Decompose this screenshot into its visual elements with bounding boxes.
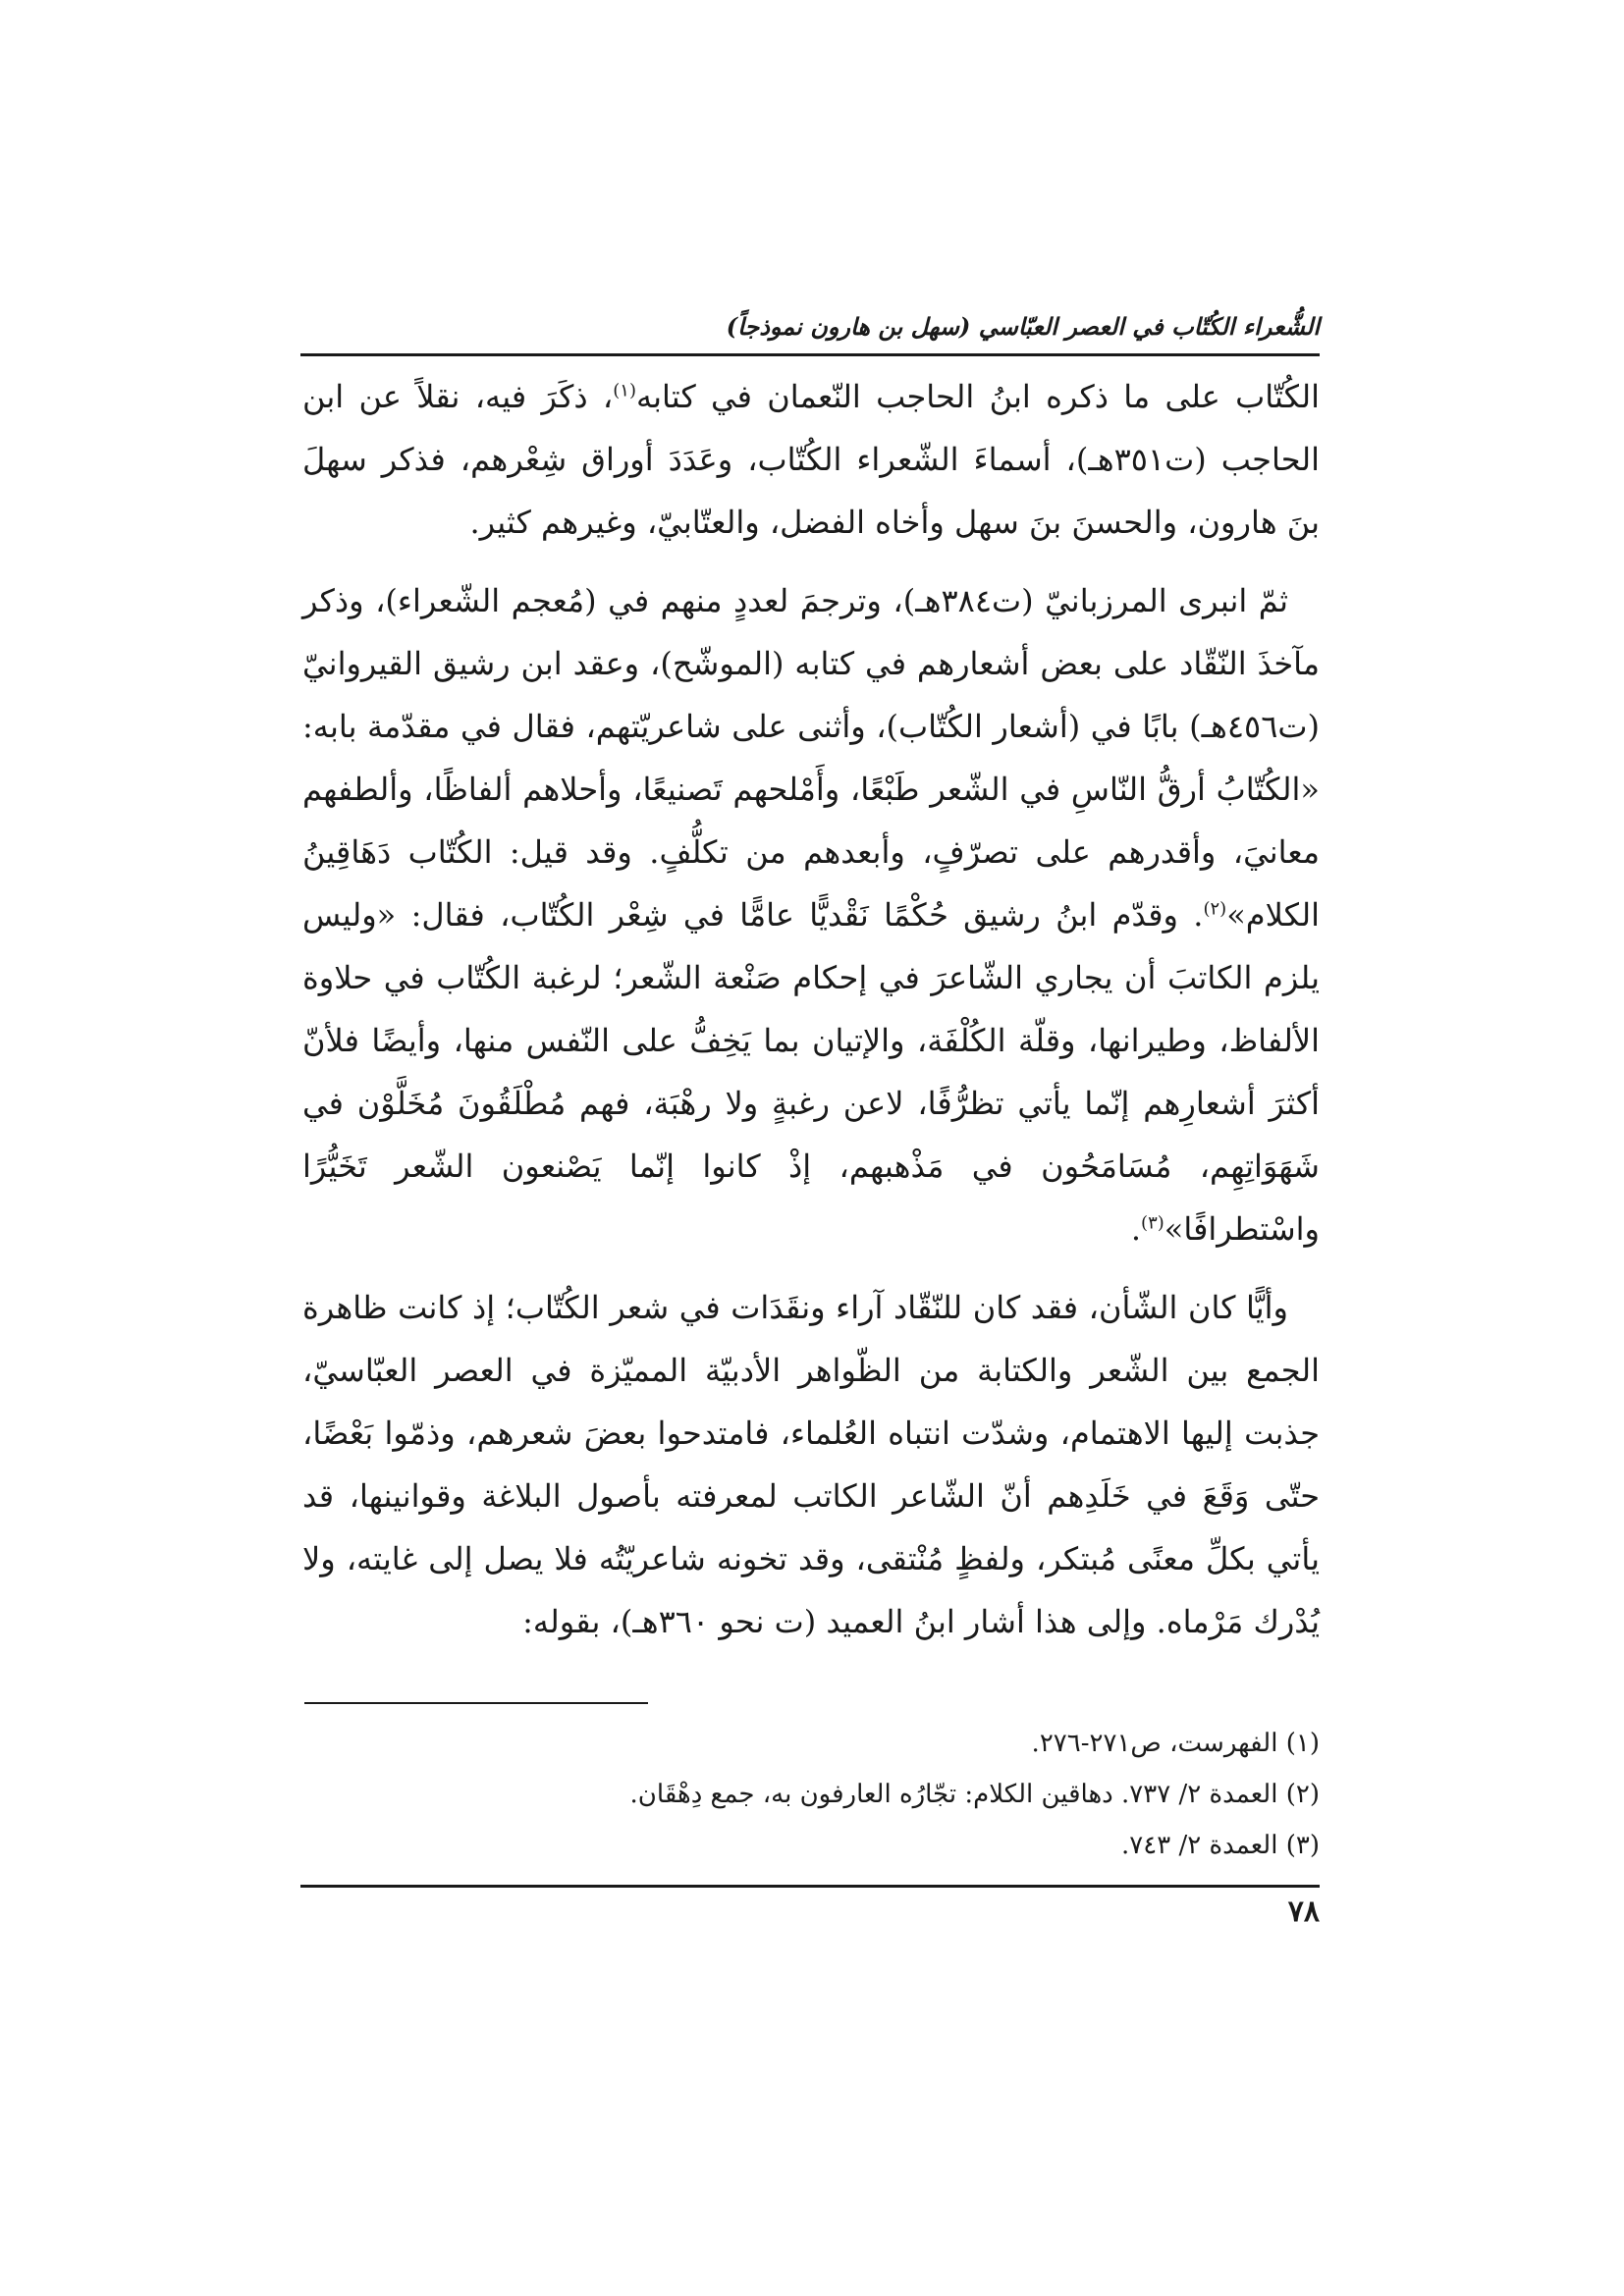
footnote: (٢) العمدة ٢/ ٧٣٧. دهاقين الكلام: تجّارُه العارفون به، جمع دِهْقَان. xyxy=(629,1780,1320,1809)
paragraph xyxy=(302,569,1320,1260)
paragraph-text: الكُتّاب على ما ذكره ابنُ الحاجب النّعمان في كتابه xyxy=(635,378,1321,415)
footnote-marker: (١) xyxy=(613,380,636,401)
footer-divider xyxy=(300,1885,1320,1888)
paragraph-text: وأيًّا كان الشّأن، فقد كان للنّقّاد آراء ونقَدَات في شعر الكُتّاب؛ إذ كانت ظاهرة الجمع بين الشّعر والكتابة من الظّواهر الأدبيّة المميّزة في العصر العبّاسيّ، جذبت إليها الاهتمام، وشدّت انتباه العُلماء، فامتدحوا بعضَ شعرهم، وذمّوا بَعْضًا، حتّى وَقَعَ في خَلَدِهم أنّ الشّاعر الكاتب لمعرفته بأصول البلاغة وقوانينها، قد يأتي بكلِّ معنًى مُبتكر، ولفظٍ مُنْتقى، وقد تخونه شاعريّتُه فلا يصل إلى غايته، ولا يُدْرك مَرْماه. وإلى هذا أشار ابنُ العميد (ت نحو ٣٦٠هـ)، بقوله: xyxy=(302,1289,1320,1640)
header-divider xyxy=(300,353,1320,356)
paragraph-text: ، ذكَرَ فيه، نقلاً عن ابن الحاجب (ت٣٥١هـ)، أسماءَ الشّعراء الكُتّاب، وعَدَدَ أوراق شِعْرهم، فذكر سهلَ بنَ هارون، والحسنَ بنَ سهل وأخاه الفضل، والعتّابيّ، وغيرهم كثير. xyxy=(302,378,1321,541)
footnote-marker: (٢) xyxy=(1203,898,1227,920)
paragraph-text: ثمّ انبرى المرزبانيّ (ت٣٨٤هـ)، وترجمَ لعددٍ منهم في (مُعجم الشّعراء)، وذكر مآخذَ النّقّاد على بعض أشعارهم في كتابه (الموشّح)، وعقد ابن رشيق القيروانيّ (ت٤٥٦هـ) بابًا في (أشعار الكُتّاب)، وأثنى على شاعريّتهم، فقال في مقدّمة بابه: «الكُتّابُ أرقُّ النّاسِ في الشّعر طَبْعًا، وأَمْلحهم تَصنيعًا، وأحلاهم ألفاظًا، وألطفهم معانيَ، وأقدرهم على تصرّفٍ، وأبعدهم من تكلُّفٍ. وقد قيل: الكُتّاب دَهَاقِينُ الكلام» xyxy=(302,582,1321,934)
paragraph xyxy=(302,1276,1320,1653)
paragraph-text: . xyxy=(1130,1210,1142,1248)
footnotes xyxy=(302,1718,1320,1871)
paragraph xyxy=(302,365,1320,554)
footnote: (٣) العمدة ٢/ ٧٤٣. xyxy=(1121,1831,1320,1860)
running-header: الشُّعراء الكُتّاب في العصر العبّاسي (سهل بن هارون نموذجاً) xyxy=(726,312,1320,341)
page-number: ٧٨ xyxy=(1287,1895,1320,1929)
footnote: (١) الفهرست، ص٢٧١-٢٧٦. xyxy=(1031,1729,1320,1758)
paragraph-text: . وقدّم ابنُ رشيق حُكْمًا نَقْديًّا عامًّا في شِعْر الكُتّاب، فقال: «وليس يلزم الكاتبَ أن يجاري الشّاعرَ في إحكام صَنْعة الشّعر؛ لرغبة الكُتّاب في حلاوة الألفاظ، وطيرانها، وقلّة الكُلْفَة، والإتيان بما يَخِفُّ على النّفس منها، وأيضًا فلأنّ أكثرَ أشعارِهم إنّما يأتي تظرُّفًا، لاعن رغبةٍ ولا رهْبَة، فهم مُطْلَقُونَ مُخَلَّوْن في شَهَوَاتِهِم، مُسَامَحُون في مَذْهبهم، إذْ كانوا إنّما يَصْنعون الشّعر تَخَيُّرًا واسْتطرافًا» xyxy=(302,896,1320,1248)
footnote-marker: (٣) xyxy=(1141,1212,1164,1234)
body-text xyxy=(302,365,1320,1669)
footnote-divider xyxy=(304,1702,648,1704)
